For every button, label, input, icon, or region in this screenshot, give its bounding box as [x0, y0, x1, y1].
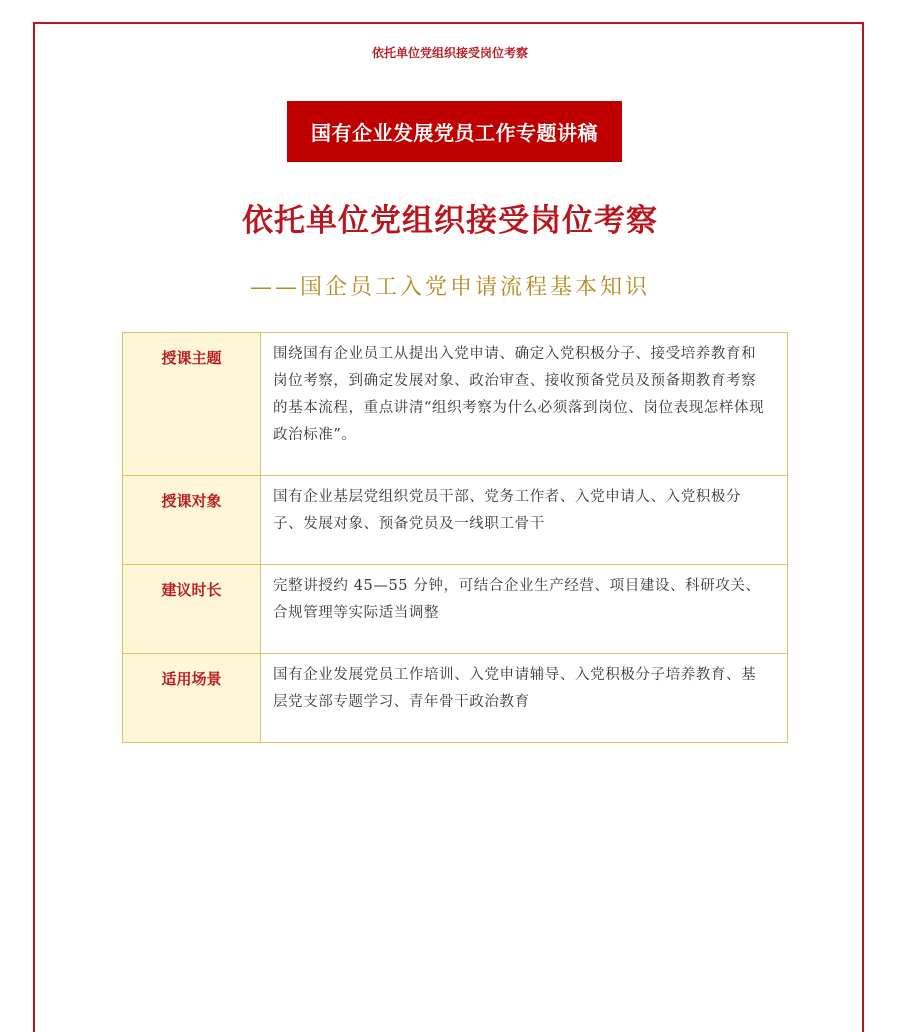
subtitle: ——国企员工入党申请流程基本知识 — [249, 275, 650, 300]
table-row-scene — [123, 654, 788, 743]
row-value: 围绕国有企业员工从提出入党申请、确定入党积极分子、接受培养教育和岗位考察，到确定发展对象、政治审查、接收预备党员及预备期教育考察的基本流程，重点讲清“组织考察为什么必须落到岗位、岗位表现怎样体现政治标准”。 — [261, 333, 788, 476]
table-row-topic — [123, 333, 788, 476]
table-row-audience — [123, 476, 788, 565]
row-label: 授课对象 — [123, 476, 261, 565]
topic-banner — [287, 101, 622, 162]
info-table — [122, 332, 788, 743]
running-header: 依托单位党组织接受岗位考察 — [371, 46, 528, 60]
row-value: 国有企业发展党员工作培训、入党申请辅导、入党积极分子培养教育、基层党支部专题学习、青年骨干政治教育 — [261, 654, 788, 743]
row-label: 授课主题 — [123, 333, 261, 476]
row-value: 完整讲授约 45—55 分钟，可结合企业生产经营、项目建设、科研攻关、合规管理等实际适当调整 — [261, 565, 788, 654]
main-title: 依托单位党组织接受岗位考察 — [242, 203, 658, 239]
banner-text: 国有企业发展党员工作专题讲稿 — [311, 121, 598, 145]
row-label: 建议时长 — [123, 565, 261, 654]
row-label: 适用场景 — [123, 654, 261, 743]
row-value: 国有企业基层党组织党员干部、党务工作者、入党申请人、入党积极分子、发展对象、预备党员及一线职工骨干 — [261, 476, 788, 565]
table-row-duration — [123, 565, 788, 654]
